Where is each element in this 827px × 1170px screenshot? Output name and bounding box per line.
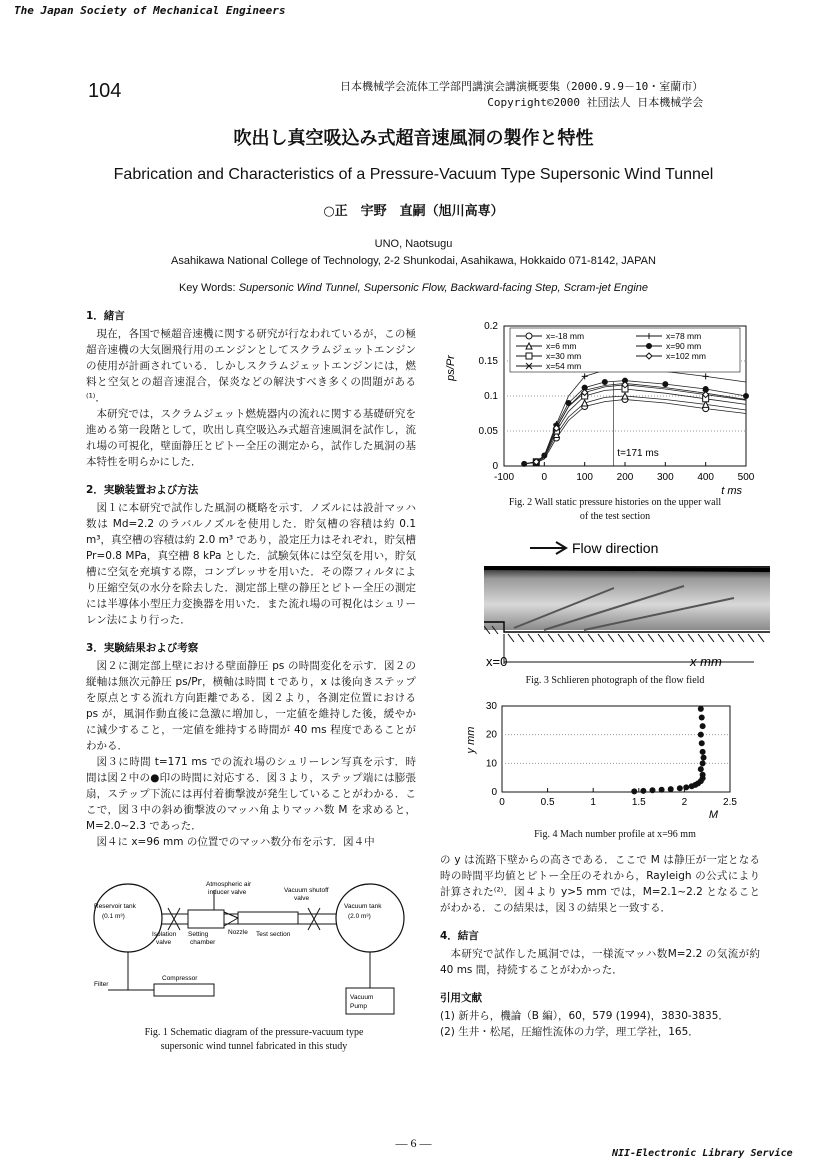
label-nozzle: Nozzle [228, 929, 248, 936]
x-axis-label: M [708, 809, 718, 821]
x-tick-label: 0.5 [540, 797, 555, 808]
y-tick-label: 30 [485, 701, 497, 712]
paragraph: の y は流路下壁からの高さである．ここで M は静圧が一定となる時の時間平均値とピトー全圧のそれから，Rayleigh の公式により計算された⁽²⁾．図４より y>5 mm では，M=2.1~2.2 となることがわかる．この結果は，図３の結果と一致する． [440, 854, 760, 914]
x-tick-label: -100 [493, 472, 515, 483]
y-tick-label: 0.05 [478, 426, 498, 437]
label-test-section: Test section [256, 931, 291, 938]
legend-marker [646, 343, 652, 349]
data-point [703, 373, 709, 379]
author-english: UNO, Naotsugu [374, 238, 453, 250]
plot-frame [502, 706, 730, 792]
fig4-caption: Fig. 4 Mach number profile at x=96 mm [534, 829, 696, 840]
data-point [701, 755, 707, 761]
x-tick-label: 300 [656, 472, 674, 483]
data-point [677, 785, 683, 791]
paragraph: 図４に x=96 mm の位置でのマッハ数分布を示す．図４中 [96, 836, 375, 848]
label-isolation: Isolation [152, 931, 177, 938]
paragraph: 現在，各国で極超音速機に関する研究が行なわれているが，この極超音速機の大気圏飛行用のエンジンとしてスクラムジェットエンジンの使用が計画されている．しかしスクラムジェットエンジンには，燃料と空気との超音速混合，保炎などの解決すべき多くの問題がある⁽¹⁾． [86, 328, 416, 404]
label-isolation-valve: valve [156, 939, 172, 946]
legend-label: x=6 mm [546, 341, 577, 351]
legend-label: x=54 mm [546, 361, 582, 371]
data-point [700, 749, 706, 755]
y-tick-label: 10 [485, 758, 497, 770]
footer-service: NII-Electronic Library Service [612, 1148, 793, 1159]
society-header: The Japan Society of Mechanical Engineers [14, 4, 286, 17]
data-point [649, 787, 655, 793]
paragraph: 本研究では，スクラムジェット燃焼器内の流れに関する基礎研究を進める第一段階として，吹出し真空吸込み式超音速風洞を試作し，流れ場の可視化，壁面静圧とピトー全圧の測定から，試作した風洞の基本特性を明らかにした． [86, 408, 416, 468]
legend-label: x=-18 mm [546, 331, 585, 341]
keywords-label: Key Words: [178, 282, 239, 294]
data-point [659, 787, 665, 793]
author-japanese: ○正 宇野 直嗣（旭川高専） [323, 204, 504, 219]
label-reservoir-volume: (0.1 m³) [102, 913, 125, 920]
data-point [698, 766, 704, 772]
y-tick-label: 0 [491, 787, 497, 798]
shutoff-valve-icon [308, 908, 320, 930]
data-point [602, 379, 608, 385]
data-point [640, 788, 646, 794]
label-reservoir: Reservoir tank [94, 903, 136, 910]
label-vacuum-tank: Vacuum tank [344, 903, 382, 910]
right-column [440, 852, 760, 1040]
author-block [0, 236, 827, 270]
label-setting-chamber: chamber [190, 939, 216, 946]
caption-line: supersonic wind tunnel fabricated in this study [160, 1041, 348, 1052]
legend-box [510, 328, 740, 372]
flow-direction-label: Flow direction [572, 540, 659, 556]
reference-item: (1) 新井ら，機論（B 編），60，579 (1994)，3830-3835． [440, 1010, 729, 1022]
legend-label: x=102 mm [666, 351, 706, 361]
data-point [668, 786, 674, 792]
x-tick-label: 400 [697, 472, 715, 483]
compressor [154, 984, 214, 996]
isolation-valve-icon [168, 908, 180, 930]
legend-marker [526, 333, 532, 339]
y-axis-label: ps/Pr [445, 355, 457, 381]
data-point [700, 760, 706, 766]
caption-line: Fig. 2 Wall static pressure histories on the upper wall [508, 497, 722, 508]
fig2-chart [440, 318, 770, 498]
y-axis-label: y mm [465, 726, 477, 754]
data-point [743, 393, 749, 399]
label-pump: Vacuum [350, 994, 374, 1001]
data-point [699, 714, 705, 720]
fig3-schlieren [484, 538, 770, 670]
paragraph: 図１に本研究で試作した風洞の概略を示す．ノズルには設計マッハ数は Md=2.2 のラバルノズルを使用した．貯気槽の容積は約 0.1 m³，真空槽の容積は約 2.0 m³ であり，設定圧力はそれぞれ，貯気槽 Pr=0.8 MPa，真空槽 8 kPa とした．試験気体には空気を用い，貯気槽に空気を充填する際，コンプレッサを用いた．その際フィルタにより圧縮空気の水分を除去した．測定部上壁の静圧とピトー全圧の測定には半導体小型圧力変換器を用いた．また流れ場の可視化はシュリーレン法により行った． [86, 502, 416, 626]
legend-label: x=90 mm [666, 341, 702, 351]
x-tick-label: 0 [499, 797, 505, 808]
label-inducer: inducer valve [208, 889, 247, 896]
flow-arrow-icon [530, 542, 566, 554]
conference-info [340, 79, 703, 111]
data-point [700, 723, 706, 729]
data-point [699, 740, 705, 746]
data-point [683, 784, 689, 790]
x-tick-label: 0 [541, 472, 548, 483]
fig3-caption: Fig. 3 Schlieren photograph of the flow field [525, 675, 705, 686]
label-setting: Setting [188, 931, 209, 938]
data-point [582, 400, 588, 406]
xmm-label: x mm [690, 654, 722, 669]
fig4-chart [460, 700, 770, 830]
y-tick-label: 0.15 [478, 356, 498, 367]
x-tick-label: 1 [590, 797, 596, 808]
x-tick-label: 100 [576, 472, 594, 483]
data-point [698, 732, 704, 738]
paragraph: 本研究で試作した風洞では，一様流マッハ数M=2.2 の気流が約 40 ms 間，持続することがわかった． [440, 948, 760, 976]
fig1-caption [96, 1026, 412, 1054]
paragraph: 図２に測定部上壁における壁面静圧 ps の時間変化を示す．図２の縦軸は無次元静圧 ps/Pr，横軸は時間 t であり，x は後向きステップを原点とする流れ方向距離である．図２より，各測定位置における ps が，風洞作動直後に急激に増加し，一定値を維持した後，緩やかに減少すること，一定値を維持する時間が 40 ms 程度であることがわかる． [86, 660, 416, 752]
page-number: 104 [88, 80, 122, 102]
x-tick-label: 500 [737, 472, 755, 483]
label-vacuum-volume: (2.0 m³) [348, 913, 371, 920]
title-english: Fabrication and Characteristics of a Pressure-Vacuum Type Supersonic Wind Tunnel [113, 166, 714, 183]
legend-label: x=78 mm [666, 331, 702, 341]
x-tick-label: 2 [681, 797, 688, 808]
section-title: 2．実験装置および方法 [86, 484, 199, 496]
data-point [631, 788, 637, 794]
reference-item: (2) 生井・松尾，圧縮性流体の力学，理工学社，165． [440, 1026, 699, 1038]
references-title: 引用文献 [440, 992, 482, 1004]
upper-wall [484, 568, 770, 570]
label-shutoff-valve: valve [294, 895, 310, 902]
y-tick-label: 0 [492, 461, 498, 472]
label-pump-2: Pump [350, 1003, 367, 1010]
x-tick-label: 1.5 [631, 797, 646, 808]
fig1-schematic [88, 878, 418, 1018]
affiliation: Asahikawa National College of Technology, 2-2 Shunkodai, Asahikawa, Hokkaido 071-8142, JAPAN [171, 255, 656, 267]
label-atmospheric: Atmospheric air [206, 881, 252, 888]
x-tick-label: 2.5 [723, 797, 737, 808]
y-tick-label: 0.1 [484, 391, 498, 402]
x0-label: x=0 [486, 654, 508, 669]
caption-line: Fig. 1 Schematic diagram of the pressure-vacuum type [144, 1027, 364, 1038]
vacuum-pump [346, 988, 394, 1014]
label-compressor: Compressor [162, 975, 198, 982]
x-tick-label: 200 [616, 472, 634, 483]
copyright-line: Copyright©2000 社団法人 日本機械学会 [487, 96, 704, 109]
setting-chamber [188, 910, 224, 928]
section-title: 3．実験結果および考察 [86, 642, 199, 654]
label-filter: Filter [94, 981, 109, 988]
data-point [698, 706, 704, 712]
time-annotation: t=171 ms [617, 448, 659, 459]
left-column [86, 308, 416, 850]
y-tick-label: 0.2 [484, 321, 498, 332]
data-point [662, 381, 668, 387]
x-axis-label: t ms [721, 485, 742, 497]
legend [510, 328, 740, 372]
y-tick-label: 20 [485, 729, 497, 741]
legend-label: x=30 mm [546, 351, 582, 361]
conference-line: 日本機械学会流体工学部門講演会講演概要集（2000.9.9－10・室蘭市） [340, 80, 704, 93]
fig2-caption [460, 496, 770, 524]
keywords-text: Supersonic Wind Tunnel, Supersonic Flow, Backward-facing Step, Scram-jet Engine [238, 282, 649, 294]
paragraph: 図３に時間 t=171 ms での流れ場のシュリーレン写真を示す．時間は図２中の●印の時間に対応する．図３より，ステップ端には膨張扇，ステップ下流には再付着衝撃波が発生していることがわかる．ここで，図３中の斜め衝撃波のマッハ角よりマッハ数 M を求めると，M=2.0~2.3 であった． [86, 756, 416, 832]
caption-line: of the test section [579, 511, 651, 522]
footer-page: — 6 — [395, 1136, 432, 1150]
keywords [0, 282, 827, 294]
label-shutoff: Vacuum shutoff [284, 887, 329, 894]
title-japanese: 吹出し真空吸込み式超音速風洞の製作と特性 [233, 128, 594, 149]
section-title: 4．結言 [440, 930, 479, 942]
section-title: 1．緒言 [86, 310, 125, 322]
legend-marker [526, 353, 532, 359]
test-section [238, 912, 298, 924]
data-point [700, 772, 706, 778]
